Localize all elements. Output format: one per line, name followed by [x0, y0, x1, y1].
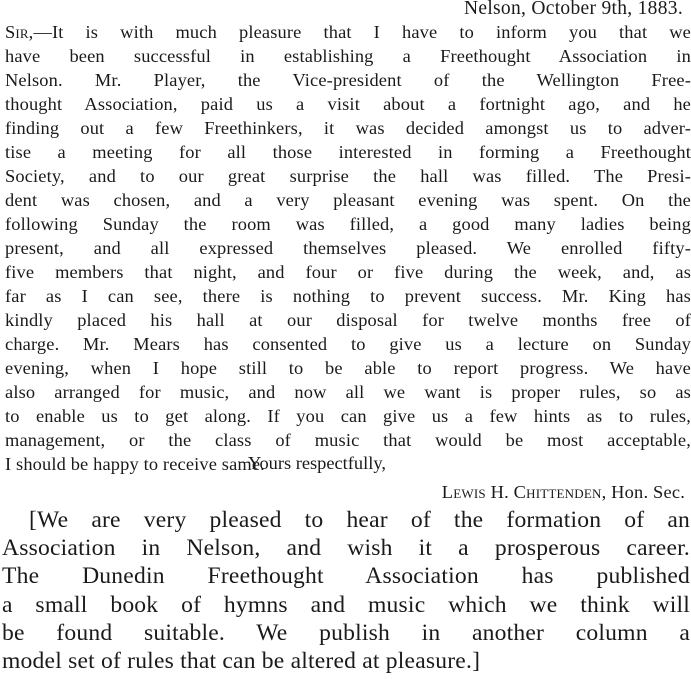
editor-note [2, 506, 690, 675]
letter-line: have been successful in establishing a Freethought Association in [5, 46, 691, 66]
signature-name: Lewis H. Chittenden [441, 482, 602, 502]
letter-line: far as I can see, there is nothing to prevent success. Mr. King has [5, 286, 691, 306]
letter-line: management, or the class of music that would be most acceptable, [5, 430, 691, 450]
letter-line: evening, when I hope still to be able to report progress. We have [5, 358, 691, 378]
letter-line: charge. Mr. Mears has consented to give us a lecture on Sunday [5, 334, 691, 354]
letter-line: present, and all expressed themselves pleased. We enrolled fifty- [5, 238, 691, 258]
salutation: Sir, [5, 22, 34, 42]
letter-line-text: —It is with much pleasure that I have to inform you that we [33, 22, 691, 42]
editor-note-line: model set of rules that can be altered at pleasure.] [2, 647, 481, 674]
letter-line: also arranged for music, and now all we want is proper rules, so as [5, 382, 691, 402]
editor-note-line: a small book of hymns and music which we think will [2, 591, 690, 618]
editor-note-line: The Dunedin Freethought Association has published [2, 563, 690, 590]
letter-line: tise a meeting for all those interested in forming a Freethought [5, 142, 691, 162]
letter-line: kindly placed his hall at our disposal for twelve months free of [5, 310, 691, 330]
letter-line: to enable us to get along. If you can give us a few hints as to rules, [5, 406, 691, 426]
letter-line: finding out a few Freethinkers, it was decided amongst us to adver- [5, 118, 691, 138]
letter-line: Nelson. Mr. Player, the Vice-president of the Wellington Free- [5, 70, 691, 90]
letter-line: five members that night, and four or five during the week, and, as [5, 262, 691, 282]
signature [442, 482, 685, 503]
letter-line: I should be happy to receive same. [5, 454, 265, 474]
editor-note-line: be found suitable. We publish in another column a [2, 619, 690, 646]
editor-note-line: [We are very pleased to hear of the formation of an [29, 507, 690, 533]
closing: Yours respectfully, [248, 453, 386, 473]
letter-line: Society, and to our great surprise the hall was filled. The Presi- [5, 166, 691, 186]
letter-line: following Sunday the room was filled, a good many ladies being [5, 214, 691, 234]
letter-line: thought Association, paid us a visit about a fortnight ago, and he [5, 94, 691, 114]
letter-line [5, 20, 691, 44]
editor-note-line: Association in Nelson, and wish it a prosperous career. [2, 535, 690, 562]
letter-body [5, 20, 691, 476]
dateline: Nelson, October 9th, 1883. [463, 0, 683, 19]
signature-title: , Hon. Sec. [601, 482, 685, 502]
letter-line: dent was chosen, and a very pleasant evening was spent. On the [5, 190, 691, 210]
